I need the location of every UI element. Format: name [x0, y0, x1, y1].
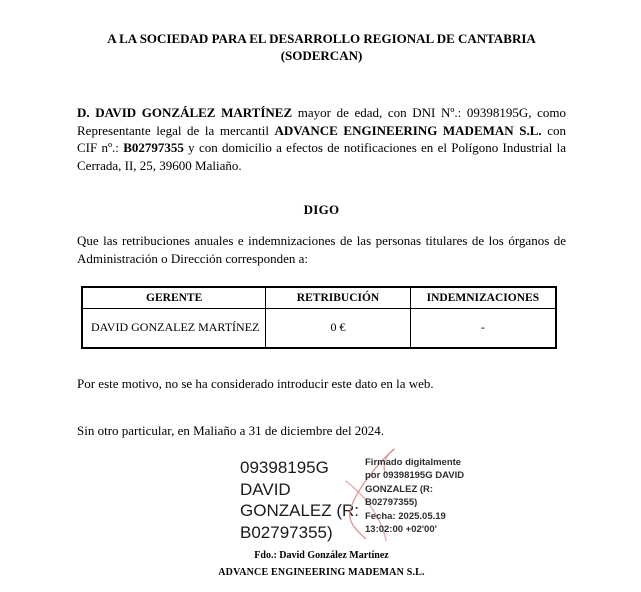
- digo-heading: DIGO: [303, 202, 340, 217]
- intro-text-1: mayor de edad, con DNI Nº.: 09398195G, como Representante legal de la mercantil: [77, 105, 567, 138]
- intro-paragraph: [77, 104, 566, 174]
- signature-details-text: [365, 456, 464, 536]
- closing-paragraph: Sin otro particular, en Maliaño a 31 de diciembre del 2024.: [77, 422, 385, 438]
- document-header: [77, 30, 566, 64]
- intro-text-3: y con domicilio a efectos de notificaciones en el Polígono Industrial la Cerrada, II, 25, 39600 Maliaño.: [77, 140, 566, 173]
- declarant-name: D. DAVID GONZÁLEZ MARTÍNEZ: [77, 105, 293, 120]
- footer-company-line: ADVANCE ENGINEERING MADEMAN S.L.: [218, 567, 425, 578]
- cell-gerente-name: DAVID GONZALEZ MARTÍNEZ: [82, 308, 266, 348]
- stamp-line: 09398195G: [240, 458, 329, 477]
- table-header-row: [82, 287, 556, 308]
- company-name: ADVANCE ENGINEERING MADEMAN S.L.: [274, 122, 542, 138]
- signature-detail-line: por 09398195G DAVID: [365, 470, 465, 482]
- stamp-line: DAVID: [240, 479, 291, 499]
- table-row: [82, 308, 556, 348]
- header-line-2: (SODERCAN): [280, 48, 363, 63]
- column-header-gerente: GERENTE: [82, 287, 266, 308]
- signature-detail-line: B02797355): [365, 497, 418, 509]
- signed-by-line: Fdo.: David González Martínez: [254, 550, 389, 561]
- document-footer: [77, 550, 566, 578]
- column-header-indemnizaciones: INDEMNIZACIONES: [410, 287, 556, 308]
- body-paragraph: Que las retribuciones anuales e indemnizaciones de las personas titulares de los órganos de Administración o Dirección corresponden a:: [77, 233, 566, 266]
- cell-retribucion-value: 0 €: [266, 308, 410, 348]
- note-paragraph: Por este motivo, no se ha considerado introducir este dato en la web.: [77, 376, 434, 391]
- intro-text-2: con CIF nº.:: [77, 122, 566, 155]
- signature-detail-line: Firmado digitalmente: [365, 457, 462, 468]
- stamp-line: GONZALEZ (R:: [240, 501, 360, 520]
- cell-indemnizaciones-value: -: [410, 308, 556, 348]
- digital-signature-block: [240, 457, 566, 545]
- signature-detail-line: 13:02:00 +02'00': [365, 524, 437, 536]
- header-line-1: A LA SOCIEDAD PARA EL DESARROLLO REGIONAL DE CANTABRIA: [107, 31, 536, 46]
- column-header-retribucion: RETRIBUCIÓN: [266, 287, 410, 308]
- cif-number: B02797355: [123, 140, 184, 155]
- signature-detail-line: GONZALEZ (R:: [365, 483, 434, 495]
- stamp-line: B02797355): [240, 522, 333, 542]
- compensation-table: [81, 286, 557, 349]
- signature-detail-line: Fecha: 2025.05.19: [365, 510, 446, 522]
